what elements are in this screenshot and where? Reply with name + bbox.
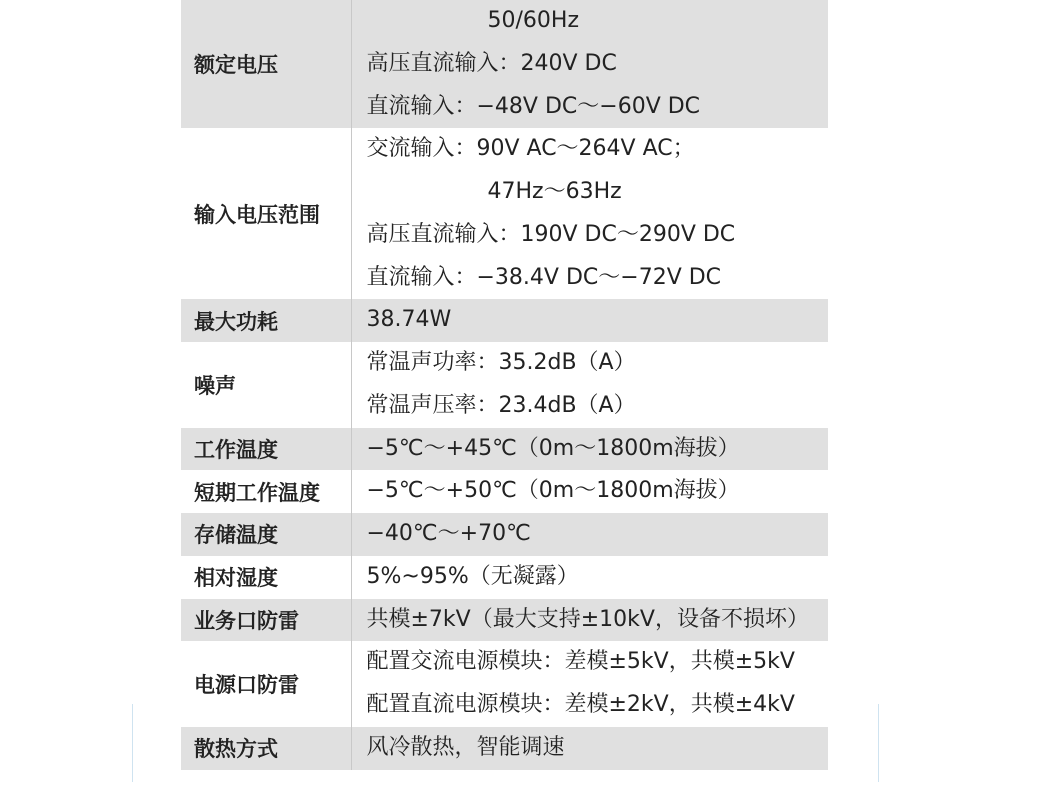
spec-value-line: −5℃～+45℃（0m～1800m海拔）	[366, 435, 740, 461]
spec-value-line: 47Hz～63Hz	[487, 179, 622, 204]
frame-line-right	[878, 704, 879, 782]
spec-value	[351, 299, 828, 342]
spec-label: 工作温度	[181, 428, 351, 471]
spec-value	[351, 599, 828, 642]
spec-label: 存储温度	[181, 513, 351, 556]
spec-value-line: 高压直流输入：190V DC～290V DC	[366, 221, 736, 247]
spec-row	[181, 299, 828, 342]
spec-value-line: 50/60Hz	[487, 8, 579, 33]
spec-row	[181, 428, 828, 471]
spec-value	[351, 342, 828, 428]
spec-label: 散热方式	[181, 727, 351, 770]
spec-value-line: 共模±7kV（最大支持±10kV，设备不损坏）	[366, 606, 809, 632]
spec-label: 噪声	[181, 342, 351, 428]
spec-value	[351, 513, 828, 556]
spec-row	[181, 128, 828, 299]
spec-label: 电源口防雷	[181, 641, 351, 727]
spec-value-line: 高压直流输入：240V DC	[366, 50, 617, 76]
spec-value-line: −40℃～+70℃	[366, 521, 531, 546]
spec-value-line: 5%~95%（无凝露）	[366, 563, 579, 589]
spec-value	[351, 641, 828, 727]
spec-label: 额定电压	[181, 0, 351, 128]
spec-row	[181, 641, 828, 727]
spec-label: 相对湿度	[181, 556, 351, 599]
spec-row	[181, 599, 828, 642]
spec-row	[181, 513, 828, 556]
spec-table	[181, 0, 828, 770]
spec-value-line: −5℃～+50℃（0m～1800m海拔）	[366, 478, 740, 504]
spec-row	[181, 0, 828, 128]
spec-row	[181, 727, 828, 770]
frame-line-left	[132, 704, 133, 782]
spec-value-line: 常温声压率：23.4dB（A）	[366, 392, 636, 418]
spec-table-body	[181, 0, 828, 770]
spec-value-line: 直流输入：−48V DC～−60V DC	[366, 93, 701, 119]
spec-row	[181, 342, 828, 428]
spec-value	[351, 0, 828, 128]
spec-row	[181, 470, 828, 513]
spec-value-line: 直流输入：−38.4V DC～−72V DC	[366, 264, 722, 290]
spec-value	[351, 428, 828, 471]
spec-value-line: 风冷散热，智能调速	[366, 734, 565, 760]
spec-value-line: 38.74W	[366, 307, 452, 333]
spec-value	[351, 727, 828, 770]
spec-row	[181, 556, 828, 599]
spec-label: 业务口防雷	[181, 599, 351, 642]
spec-value	[351, 556, 828, 599]
spec-value-line: 交流输入：90V AC～264V AC；	[366, 136, 695, 162]
spec-label: 短期工作温度	[181, 470, 351, 513]
spec-value-line: 配置交流电源模块：差模±5kV，共模±5kV	[366, 649, 795, 675]
spec-value	[351, 128, 828, 299]
spec-label: 输入电压范围	[181, 128, 351, 299]
spec-label: 最大功耗	[181, 299, 351, 342]
spec-value	[351, 470, 828, 513]
spec-value-line: 常温声功率：35.2dB（A）	[366, 350, 636, 375]
spec-value-line: 配置直流电源模块：差模±2kV，共模±4kV	[366, 692, 795, 717]
